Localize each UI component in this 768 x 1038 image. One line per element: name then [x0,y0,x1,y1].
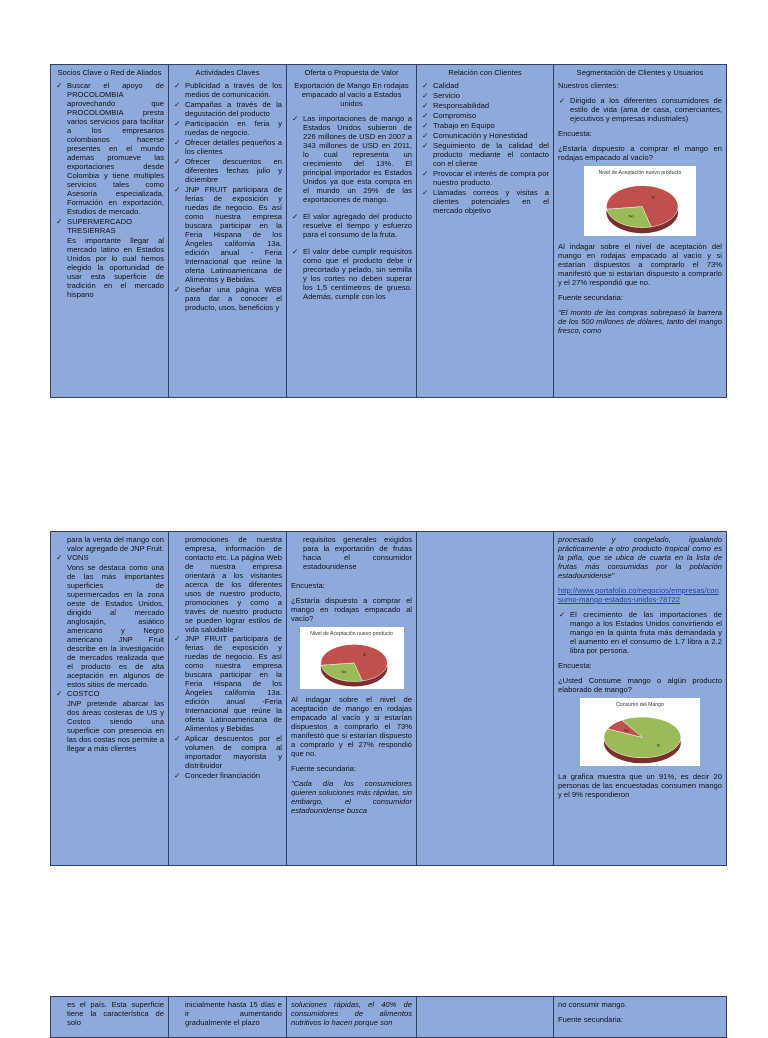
segmentacion-column [554,65,726,397]
list-item: ✓ Publicidad a través de los medios de comunicación. [185,81,282,99]
list-item: ✓ Diseñar una página WEB para dar a conocer el producto, usos, beneficios y [185,285,282,312]
list-item: ✓ Ofrecer descuentos en diferentes fechas julio y diciembre [185,157,282,184]
socios-clave-column [51,65,169,397]
source-link[interactable]: http://www.portafolio.co/negocios/empresas/consumo-mango-estados-unidos-78722 [558,586,719,604]
socios-list [55,81,164,235]
quote: "Cada día los consumidores quieren soluciones más rápidas, sin embargo, el consumidor estadounidense busca [291,779,412,815]
pie-chart [580,698,700,766]
paragraph: Es importante llegar al mercado latino en Estados Unidos por lo cual hemos elegido la oportunidad de usar esta superficie de tradición en el mercado hispano [67,236,164,299]
actividades-column [169,532,287,865]
pie-chart [300,627,404,689]
relacion-clientes-column [417,65,554,397]
column-header: Segmentación de Clientes y Usuarios [576,68,704,77]
paragraph: Al indagar sobre el nivel de aceptación de mango en rodajas empacado al vacío y si estarían dispuestos a comprarlo el 73% manifestó que si estarían dispuesto a comprarlo y el 27% respondió que no. [291,695,412,758]
quote: "El monto de las compras sobrepasó la barrera de los 500 millones de dólares, tanto del mango fresco, como [558,308,722,335]
list-item: ✓ El crecimiento de las importaciones de mango a los Estados Unidos convirtiendo el mango en la quinta fruta más demandada y el aumento en el consumo de 1.7 libra a 2.2 libra por persona. [570,610,722,655]
segmentacion-list [558,610,722,655]
list-item: ✓ Ofrecer detalles pequeños a los clientes [185,138,282,156]
relacion-clientes-column [417,532,554,865]
column-header: Socios Clave o Red de Aliados [57,68,162,77]
paragraph: Nuestros clientes: [558,81,619,90]
survey-question: ¿Estaría dispuesto a comprar el mango en rodajas empacado al vacío? [291,596,412,623]
actividades-list [173,634,282,780]
paragraph: Encuesta: [558,661,592,670]
list-item: ✓ JNP FRUIT participara de ferias de exposición y ruedas de negocio. Es así como nuestra empresa buscara participar en la Feria Hispana de los Ángeles california 13a. edición anual -Feria Internacional que reúne la oferta Latinoamericana de Alimentos y Bebidas [185,634,282,733]
page-2 [50,531,727,866]
survey-question: ¿Usted Consume mango o algún producto elaborado de mango? [558,676,722,694]
socios-list [55,689,164,698]
socios-clave-column [51,532,169,865]
list-item: ✓ JNP FRUIT participara de ferias de exposición y ruedas de negocio. Es así como nuestra empresa buscara participar en la Feria Hispana de los Ángeles california 13a. edición anual - Feria Internacional que reúne la oferta Latinoamericana de Alimentos y Bebidas. [185,185,282,284]
list-item: ✓ Llamadas correos y visitas a clientes potenciales en el mercado objetivo [433,188,549,215]
socios-clave-column [51,997,169,1037]
list-item: ✓ Aplicar descuentos por el volumen de compra al importador mayorista y distribuidor [185,734,282,770]
relacion-clientes-column [417,997,554,1037]
quote: procesado y congelado, igualando prácticamente a otro producto tropical como es la piña, que se ubica de cuarta en la lista de frutas más consumidas por la población estadounidense" [558,535,722,580]
pie-chart [584,166,696,236]
paragraph: Encuesta: [291,581,325,590]
paragraph: Exportación de Mango En rodajas empacado al vacío a Estados unidos [294,81,409,108]
segmentacion-column [554,997,726,1037]
page-1 [50,64,727,398]
list-item: ✓ Campañas a través de la degustación del producto [185,100,282,118]
column-header: Actividades Claves [195,68,260,77]
relacion-list [421,81,549,215]
paragraph: La grafica muestra que un 91%, es decir 20 personas de las encuestadas consumen mango y el 9% respondieron [558,772,722,799]
pie-label: No [340,668,346,674]
survey-question: ¿Estaría dispuesto a comprar el mango en rodajas empacado al vacío? [558,144,722,162]
quote: soluciones rápidas, el 40% de consumidores de alimentos nutritivos lo hacen porque son [291,1000,412,1027]
column-header: Oferta o Propuesta de Valor [304,68,399,77]
list-item: ✓ SUPERMERCADO TRESIERRAS [67,217,164,235]
chart-title: Consumo del Mango [616,702,664,708]
actividades-column [169,65,287,397]
paragraph: requisitos generales exigidos para la exportación de frutas hacia el consumidor estadounidense [303,535,412,571]
chart-title: Nivel de Aceptación nuevo producto [598,170,682,176]
list-item: ✓ El valor agregado del producto resuelve el tiempo y esfuerzo para el consumo de la fruta. [303,212,412,239]
segmentacion-list [558,96,722,123]
page-3 [50,996,727,1038]
list-item: ✓ Responsabilidad [433,101,549,110]
list-item: ✓ Provocar el interés de compra por nuestro producto. [433,169,549,187]
list-item: ✓ VONS [67,553,164,562]
paragraph: Al indagar sobre el nivel de aceptación del mango en rodajas empacado al vacío y si estarían dispuestos a comprarlo el 73% manifestó que si estarían dispuesto a comprarlo y el 27% respondió que no. [558,242,722,287]
list-item: ✓ Seguimiento de la calidad del producto mediante el contacto con el cliente [433,141,549,168]
list-item: ✓ Conceder financiación [185,771,282,780]
list-item: ✓ Las importaciones de mango a Estados Unidos subieron de 226 millones de USD en 2007 a 343 millones de USD en 2011, lo cual representa un crecimiento del 13%. El principal importador es Estados Unidos ya que esta compra en el mundo un 29% de las exportaciones de mango. [303,114,412,204]
list-item: ✓ Calidad [433,81,549,90]
paragraph: Fuente secundaria: [558,293,624,302]
list-item: ✓ Comunicación y Honestidad [433,131,549,140]
propuesta-list [291,114,412,301]
paragraph: Fuente secundaria: [291,764,357,773]
pie-label: Si [656,742,661,748]
list-item: ✓ Compromiso [433,111,549,120]
chart-title: Nivel de Aceptación nuevo producto [310,631,393,637]
list-item: ✓ Buscar el apoyo de PROCOLOMBIA aprovechando que PROCOLOMBIA presta varios servicios para facilitar a los empresarios colombianos hacerse presentes en el mundo ademas promueve las exportaciones desde Colombia y tiene multiples servicios tales como Asesoría especializada, Formación en exportación, Estudios de mercado. [67,81,164,216]
paragraph: no consumir mango. [558,1000,627,1009]
propuesta-valor-column [287,65,417,397]
propuesta-valor-column [287,997,417,1037]
list-item: ✓ Trabajo en Equipo [433,121,549,130]
propuesta-valor-column [287,532,417,865]
list-item: ✓ COSTCO [67,689,164,698]
list-item: ✓ Participación en feria y ruedas de negocio. [185,119,282,137]
paragraph: Encuesta: [558,129,592,138]
paragraph: para la venta del mango con valor agregado de JNP Fruit. [67,535,164,553]
paragraph: es el país. Esta superficie tiene la característica de solo [67,1000,164,1027]
pie-label: Si [362,651,366,657]
pie-label: No [623,727,630,733]
socios-list [55,553,164,562]
actividades-column [169,997,287,1037]
paragraph: inicialmente hasta 15 días e ir aumentando gradualmente el plazo [185,1000,282,1027]
list-item: ✓ El valor debe cumplir requisitos como que el producto debe ir precortado y pelado, sin semilla y los cortes no deben superar los 1,5 centímetros de grueso. Además, cumplir con los [303,247,412,301]
paragraph: Vons se destaca como una de las más importantes superficies de supermercados en la zona oeste de Estados Unidos, dirigido al mercado anglosajón, asiático americano y Negro americano JNP Fruit describe en la investigación de mercados realizada que el producto es de alta aceptación en algunos de estos sitios de mercado. [67,563,164,689]
column-header: Relación con Clientes [448,68,522,77]
paragraph: JNP pretende abarcar las dos áreas costeras de US y Costco siendo una superficie con presencia en las dos costas nos permite a llegar a más clientes [67,699,164,753]
paragraph: Fuente secundaria: [558,1015,624,1024]
actividades-list [173,81,282,312]
pie-label: Si [651,194,656,200]
segmentacion-column [554,532,726,865]
pie-label: No [628,213,634,219]
list-item: ✓ Servicio [433,91,549,100]
paragraph: promociones de nuestra empresa, información de contacto etc. La página Web de nuestra empresa orientará a los visitantes acerca de los diferentes usos de nuestro producto, promociones y como a través de nuestro producto se pueden lograr estilos de vida saludable [185,535,282,634]
list-item: ✓ Dirigido a los diferentes consumidores de estilo de vida (ama de casa, comerciantes, ejecutivos y empresas industriales) [570,96,722,123]
